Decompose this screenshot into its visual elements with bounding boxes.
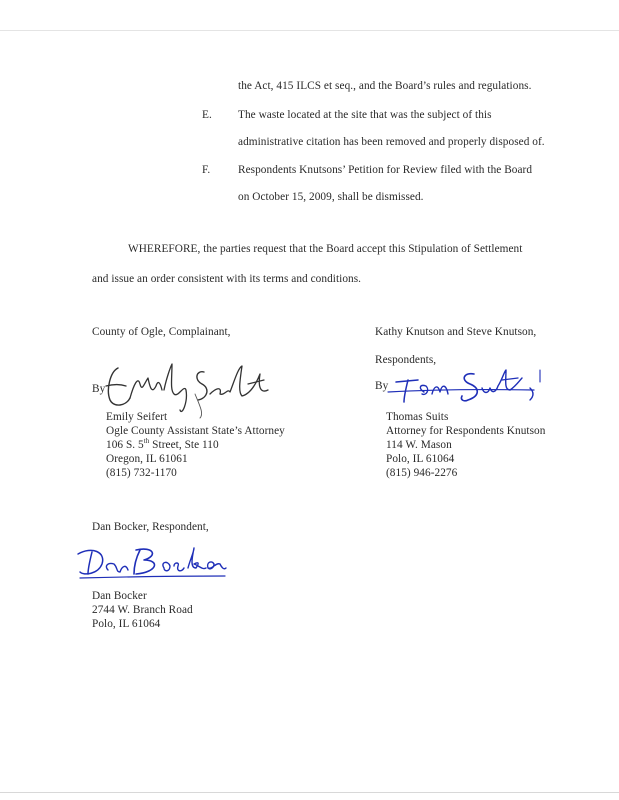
body-line-act: the Act, 415 ILCS et seq., and the Board’s rules and regulations.	[238, 80, 532, 92]
respondents-attorney-address: 114 W. Mason	[386, 439, 452, 451]
item-f-letter: F.	[202, 164, 211, 176]
complainant-party: County of Ogle, Complainant,	[92, 326, 231, 338]
complainant-by-label: By	[92, 383, 106, 395]
complainant-address: 106 S. 5th Street, Ste 110	[106, 437, 219, 451]
complainant-city: Oregon, IL 61061	[106, 453, 188, 465]
item-e-letter: E.	[202, 109, 212, 121]
tom-suits-signature	[384, 362, 554, 408]
dan-bocker-signature	[70, 540, 230, 586]
respondents-attorney-name: Thomas Suits	[386, 411, 449, 423]
item-f-line-1: Respondents Knutsons’ Petition for Review filed with the Board	[238, 164, 533, 176]
respondents-label: Respondents,	[375, 354, 437, 366]
complainant-title: Ogle County Assistant State’s Attorney	[106, 425, 285, 437]
respondents-attorney-city: Polo, IL 61064	[386, 453, 455, 465]
bocker-name: Dan Bocker	[92, 590, 147, 602]
bocker-city: Polo, IL 61064	[92, 618, 161, 630]
bocker-address: 2744 W. Branch Road	[92, 604, 193, 616]
respondents-attorney-title: Attorney for Respondents Knutson	[386, 425, 546, 437]
item-f-line-2: on October 15, 2009, shall be dismissed.	[238, 191, 424, 203]
respondents-attorney-phone: (815) 946-2276	[386, 467, 458, 479]
scan-artifact-bottom-line	[0, 792, 619, 793]
wherefore-line-1: WHEREFORE, the parties request that the Board accept this Stipulation of Settlement	[128, 243, 523, 255]
item-e-line-1: The waste located at the site that was the subject of this	[238, 109, 492, 121]
respondent-bocker-party: Dan Bocker, Respondent,	[92, 521, 209, 533]
item-e-line-2: administrative citation has been removed and properly disposed of.	[238, 136, 545, 148]
scan-artifact-line	[0, 30, 619, 31]
complainant-phone: (815) 732-1170	[106, 467, 177, 479]
respondents-knutson-party: Kathy Knutson and Steve Knutson,	[375, 326, 537, 338]
complainant-name: Emily Seifert	[106, 411, 168, 423]
respondents-by-label: By	[375, 380, 389, 392]
wherefore-line-2: and issue an order consistent with its terms and conditions.	[92, 273, 362, 285]
